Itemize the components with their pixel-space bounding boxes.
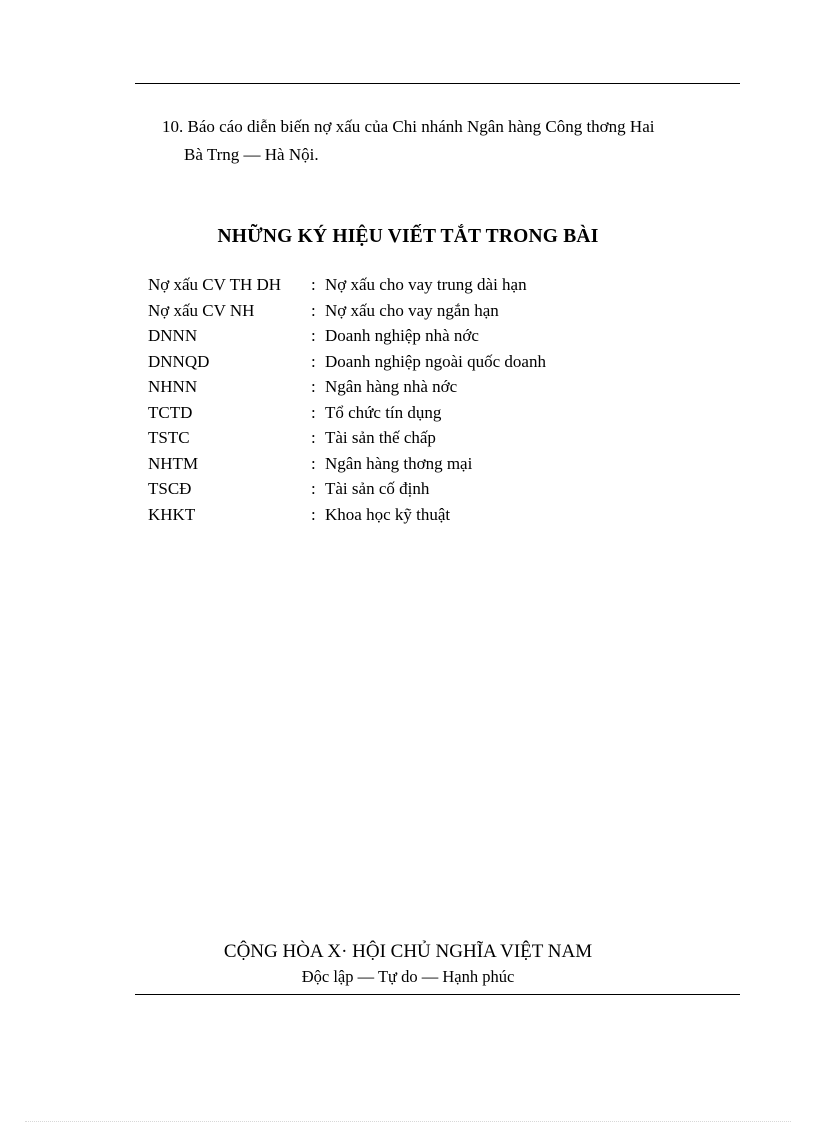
- abbreviation-definition: Doanh nghiệp nhà nớc: [325, 326, 479, 345]
- abbreviation-term: TCTD: [148, 402, 193, 422]
- page-edge-dotted-line: [25, 1121, 791, 1122]
- reference-line-1: [162, 113, 732, 141]
- abbreviation-definition: Tài sản thế chấp: [325, 428, 436, 447]
- abbreviation-definition: Nợ xấu cho vay ngắn hạn: [325, 300, 499, 320]
- abbreviation-colon: :: [311, 275, 316, 294]
- abbreviation-colon: :: [311, 428, 316, 447]
- reference-line-2: Bà Trng — Hà Nội.: [184, 145, 319, 164]
- national-motto-subtitle: Độc lập — Tự do — Hạnh phúc: [301, 967, 515, 986]
- abbreviation-term: NHTM: [148, 453, 199, 473]
- abbreviations-heading: NHỮNG KÝ HIỆU VIẾT TẮT TRONG BÀI: [217, 226, 599, 247]
- abbreviation-definition: Khoa học kỹ thuật: [325, 504, 451, 524]
- abbreviation-term: TSCĐ: [148, 479, 192, 498]
- reference-number: 10.: [162, 117, 184, 136]
- header-rule: [135, 83, 740, 84]
- abbreviation-term: TSTC: [148, 428, 190, 447]
- abbreviation-definition: Ngân hàng thơng mại: [325, 453, 473, 473]
- abbreviation-colon: :: [311, 453, 316, 473]
- abbreviation-colon: :: [311, 377, 316, 396]
- footer-rule: [135, 994, 740, 995]
- abbreviation-colon: :: [311, 351, 316, 371]
- abbreviation-definition: Tài sản cố định: [325, 479, 430, 498]
- abbreviation-term: Nợ xấu CV TH DH: [148, 275, 282, 294]
- national-motto-title: CỘNG HÒA X· HỘI CHỦ NGHĨA VIỆT NAM: [223, 941, 593, 962]
- abbreviation-term: NHNN: [148, 377, 198, 396]
- reference-item-10: [162, 113, 732, 169]
- abbreviation-colon: :: [311, 300, 316, 320]
- abbreviation-definition: Doanh nghiệp ngoài quốc doanh: [325, 351, 546, 371]
- reference-text-1: Báo cáo diễn biến nợ xấu của Chi nhánh Ngân hàng Công thơng Hai: [187, 117, 655, 136]
- abbreviation-term: KHKT: [148, 504, 196, 524]
- abbreviation-colon: :: [311, 402, 316, 422]
- abbreviation-colon: :: [311, 504, 316, 524]
- abbreviation-definition: Ngân hàng nhà nớc: [325, 377, 458, 396]
- abbreviation-definition: Nợ xấu cho vay trung dài hạn: [325, 275, 527, 294]
- abbreviation-term: DNNQD: [148, 351, 210, 371]
- abbreviation-colon: :: [311, 479, 316, 498]
- abbreviation-definition: Tổ chức tín dụng: [325, 402, 442, 422]
- abbreviation-term: Nợ xấu CV NH: [148, 300, 255, 320]
- abbreviation-term: DNNN: [148, 326, 198, 345]
- abbreviation-colon: :: [311, 326, 316, 345]
